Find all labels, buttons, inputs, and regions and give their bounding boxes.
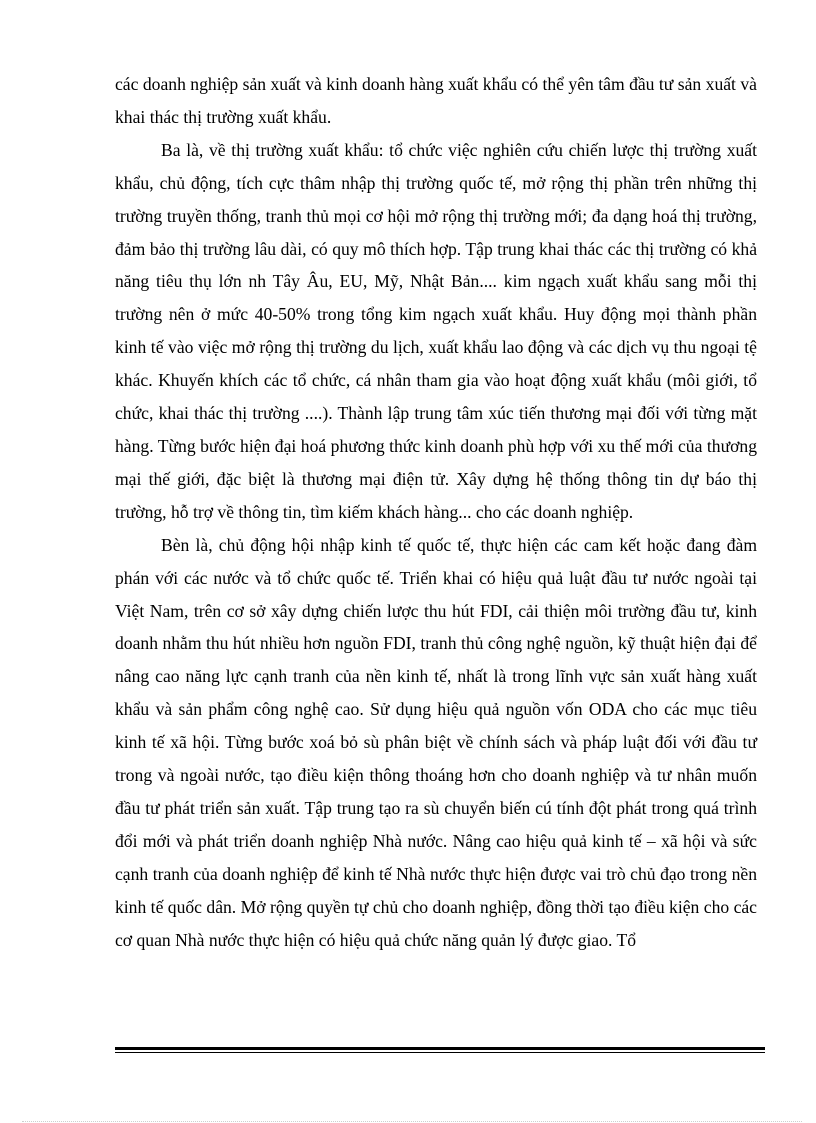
paragraph-ba-la: Ba là, về thị trường xuất khẩu: tổ chức việc nghiên cứu chiến lược thị trường xuất khẩu, chủ động, tích cực thâm nhập thị trường quốc tế, mở rộng thị phần trên những thị trường truyền thống, tranh thủ mọi cơ hội mở rộng thị trường mới; đa dạng hoá thị trường, đảm bảo thị trường lâu dài, có quy mô thích hợp. Tập trung khai thác các thị trường có khả năng tiêu thụ lớn nh Tây Âu, EU, Mỹ, Nhật Bản.... kim ngạch xuất khẩu sang mỗi thị trường nên ở mức 40-50% trong tổng kim ngạch xuất khẩu. Huy động mọi thành phần kinh tế vào việc mở rộng thị trường du lịch, xuất khẩu lao động và các dịch vụ thu ngoại tệ khác. Khuyến khích các tổ chức, cá nhân tham gia vào hoạt động xuất khẩu (môi giới, tổ chức, khai thác thị trường ....). Thành lập trung tâm xúc tiến thương mại đối với từng mặt hàng. Từng bước hiện đại hoá phương thức kinh doanh phù hợp với xu thế mới của thương mại thế giới, đặc biệt là thương mại điện tử. Xây dựng hệ thống thông tin dự báo thị trường, hỗ trợ về thông tin, tìm kiếm khách hàng... cho các doanh nghiệp. [115,139,757,522]
footer-rule-thick [115,1047,765,1050]
body-text [115,68,757,956]
footer-rule-thin [115,1052,765,1053]
paragraph-continuation: các doanh nghiệp sản xuất và kinh doanh hàng xuất khẩu có thể yên tâm đầu tư sản xuất và khai thác thị trường xuất khẩu. [115,74,757,127]
page-bottom-edge [22,1121,802,1122]
paragraph-bon-la: Bèn là, chủ động hội nhập kinh tế quốc tế, thực hiện các cam kết hoặc đang đàm phán với các nước và tổ chức quốc tế. Triển khai có hiệu quả luật đầu tư nước ngoài tại Việt Nam, trên cơ sở xây dựng chiến lược thu hút FDI, cải thiện môi trường đầu tư, kinh doanh nhằm thu hút nhiều hơn nguồn FDI, tranh thủ công nghệ nguồn, kỹ thuật hiện đại để nâng cao năng lực cạnh tranh của nền kinh tế, nhất là trong lĩnh vực sản xuất hàng xuất khẩu và sản phẩm công nghệ cao. Sử dụng hiệu quả nguồn vốn ODA cho các mục tiêu kinh tế xã hội. Từng bước xoá bỏ sù phân biệt về chính sách và pháp luật đối với đầu tư trong và ngoài nước, tạo điều kiện thông thoáng hơn cho doanh nghiệp và tư nhân muốn đầu tư phát triển sản xuất. Tập trung tạo ra sù chuyển biến cú tính đột phát trong quá trình đổi mới và phát triển doanh nghiệp Nhà nước. Nâng cao hiệu quả kinh tế – xã hội và sức cạnh tranh của doanh nghiệp để kinh tế Nhà nước thực hiện được vai trò chủ đạo trong nền kinh tế quốc dân. Mở rộng quyền tự chủ cho doanh nghiệp, đồng thời tạo điều kiện cho các cơ quan Nhà nước thực hiện có hiệu quả chức năng quản lý được giao. Tổ [115,534,757,950]
